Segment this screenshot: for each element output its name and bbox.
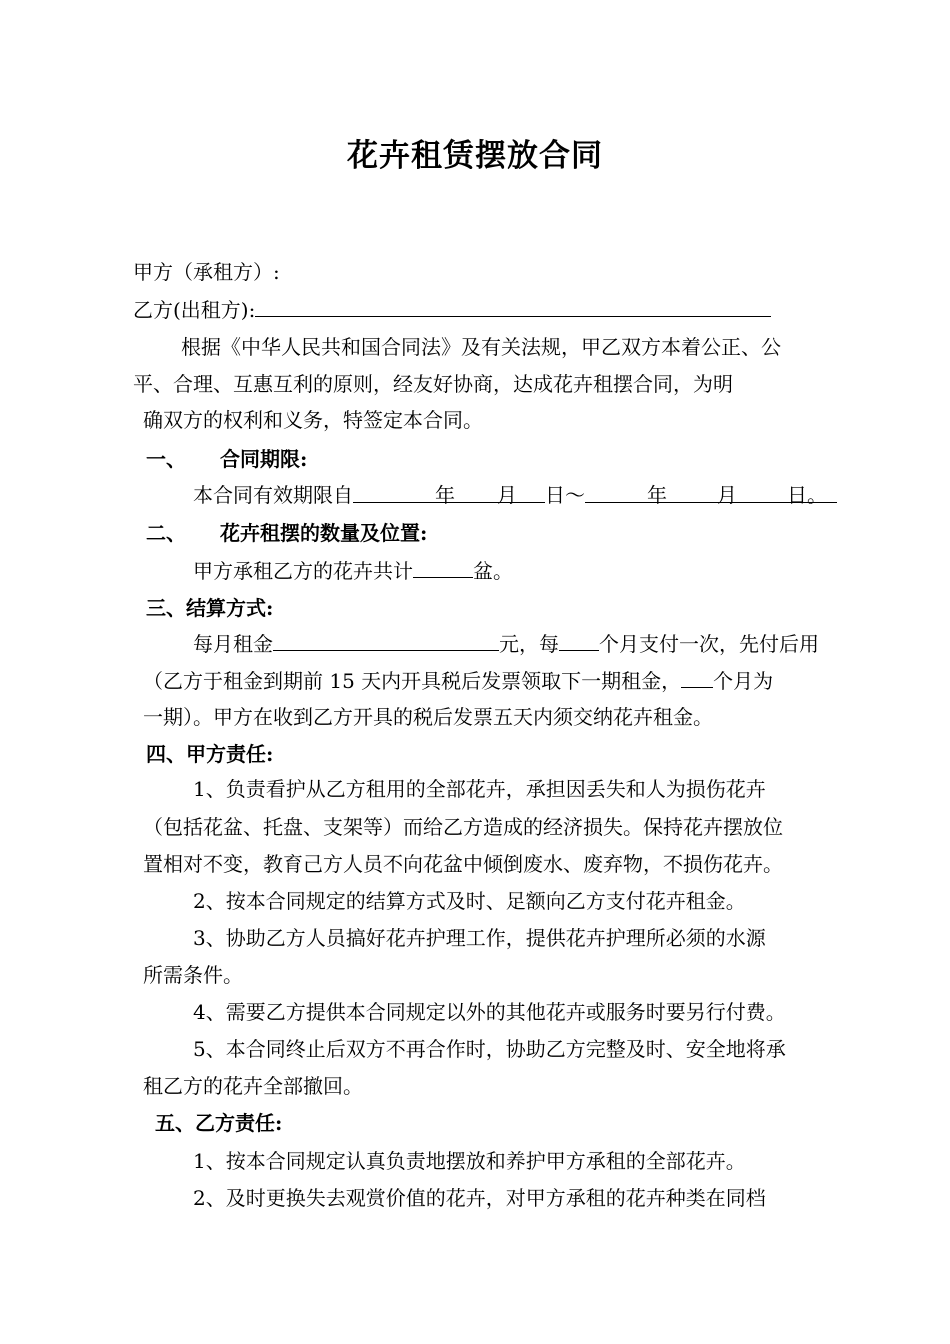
quantity-suffix: 盆。: [473, 559, 513, 583]
section-4-line-8: 5、本合同终止后双方不再合作时，协助乙方完整及时、安全地将承: [193, 1037, 786, 1061]
start-year-label: 年: [435, 483, 455, 507]
section-4-line-1: 1、负责看护从乙方租用的全部花卉，承担因丢失和人为损伤花卉: [193, 777, 766, 801]
party-b-blank: [255, 296, 771, 317]
section-1-number: 一、: [146, 447, 186, 471]
end-day-label: 日。: [787, 483, 827, 507]
term-prefix: 本合同有效期限自: [193, 483, 353, 507]
party-a-line: [133, 259, 280, 285]
period-blank: [681, 667, 713, 688]
rent-prefix: 每月租金: [193, 632, 273, 656]
section-4-line-5: 3、协助乙方人员搞好花卉护理工作，提供花卉护理所必须的水源: [193, 926, 766, 950]
rent-suffix: 个月支付一次，先付后用: [599, 632, 819, 656]
section-3-heading: 三、结算方式:: [146, 596, 274, 620]
end-date-blank: [585, 482, 837, 507]
end-month-label: 月: [717, 483, 737, 507]
preamble-line-3: 确双方的权利和义务，特签定本合同。: [143, 408, 483, 432]
section-5-heading: 五、乙方责任:: [155, 1111, 283, 1135]
start-month-label: 月: [497, 483, 517, 507]
start-day-label: 日～: [545, 483, 585, 507]
preamble-line-1: 根据《中华人民共和国合同法》及有关法规，甲乙双方本着公正、公: [181, 335, 781, 359]
start-date-blank: [353, 482, 545, 507]
pay-interval-blank: [559, 630, 599, 651]
section-5-line-2: 2、及时更换失去观赏价值的花卉，对甲方承租的花卉种类在同档: [193, 1186, 766, 1210]
section-4-line-9: 租乙方的花卉全部撤回。: [143, 1074, 363, 1098]
section-1-title: 合同期限:: [220, 447, 308, 471]
section-1-text: [193, 482, 837, 508]
section-4-line-7: 4、需要乙方提供本合同规定以外的其他花卉或服务时要另行付费。: [193, 1000, 786, 1024]
section-4-heading: 四、甲方责任:: [146, 742, 274, 766]
invoice-text: （乙方于租金到期前 15 天内开具税后发票领取下一期租金，: [143, 669, 682, 693]
document-title: 花卉租赁摆放合同: [347, 138, 603, 174]
party-a-label: 甲方（承租方）:: [133, 260, 280, 284]
section-2-number: 二、: [146, 521, 186, 545]
section-4-line-2: （包括花盆、托盘、支架等）而给乙方造成的经济损失。保持花卉摆放位: [143, 815, 783, 839]
section-1-heading: [146, 446, 307, 472]
section-5-line-1: 1、按本合同规定认真负责地摆放和养护甲方承租的全部花卉。: [193, 1149, 746, 1173]
rent-amount-blank: [273, 630, 499, 651]
preamble-line-2: 平、合理、互惠互利的原则，经友好协商，达成花卉租摆合同，为明: [133, 372, 733, 396]
section-4-line-4: 2、按本合同规定的结算方式及时、足额向乙方支付花卉租金。: [193, 889, 746, 913]
section-2-heading: [146, 520, 427, 546]
section-4-line-6: 所需条件。: [143, 963, 243, 987]
section-2-title: 花卉租摆的数量及位置:: [220, 521, 428, 545]
section-3-line-3: 一期）。甲方在收到乙方开具的税后发票五天内须交纳花卉租金。: [143, 705, 713, 729]
section-3-line-1: [193, 630, 819, 657]
rent-mid: 元，每: [499, 632, 559, 656]
party-b-line: [133, 296, 771, 323]
section-2-text: [193, 557, 513, 584]
section-3-line-2: [143, 667, 773, 694]
party-b-label: 乙方(出租方):: [133, 298, 256, 322]
section-4-line-3: 置相对不变，教育己方人员不向花盆中倾倒废水、废弃物，不损伤花卉。: [143, 852, 783, 876]
end-year-label: 年: [647, 483, 667, 507]
period-suffix: 个月为: [713, 669, 774, 693]
quantity-blank: [413, 557, 473, 578]
quantity-prefix: 甲方承租乙方的花卉共计: [193, 559, 413, 583]
